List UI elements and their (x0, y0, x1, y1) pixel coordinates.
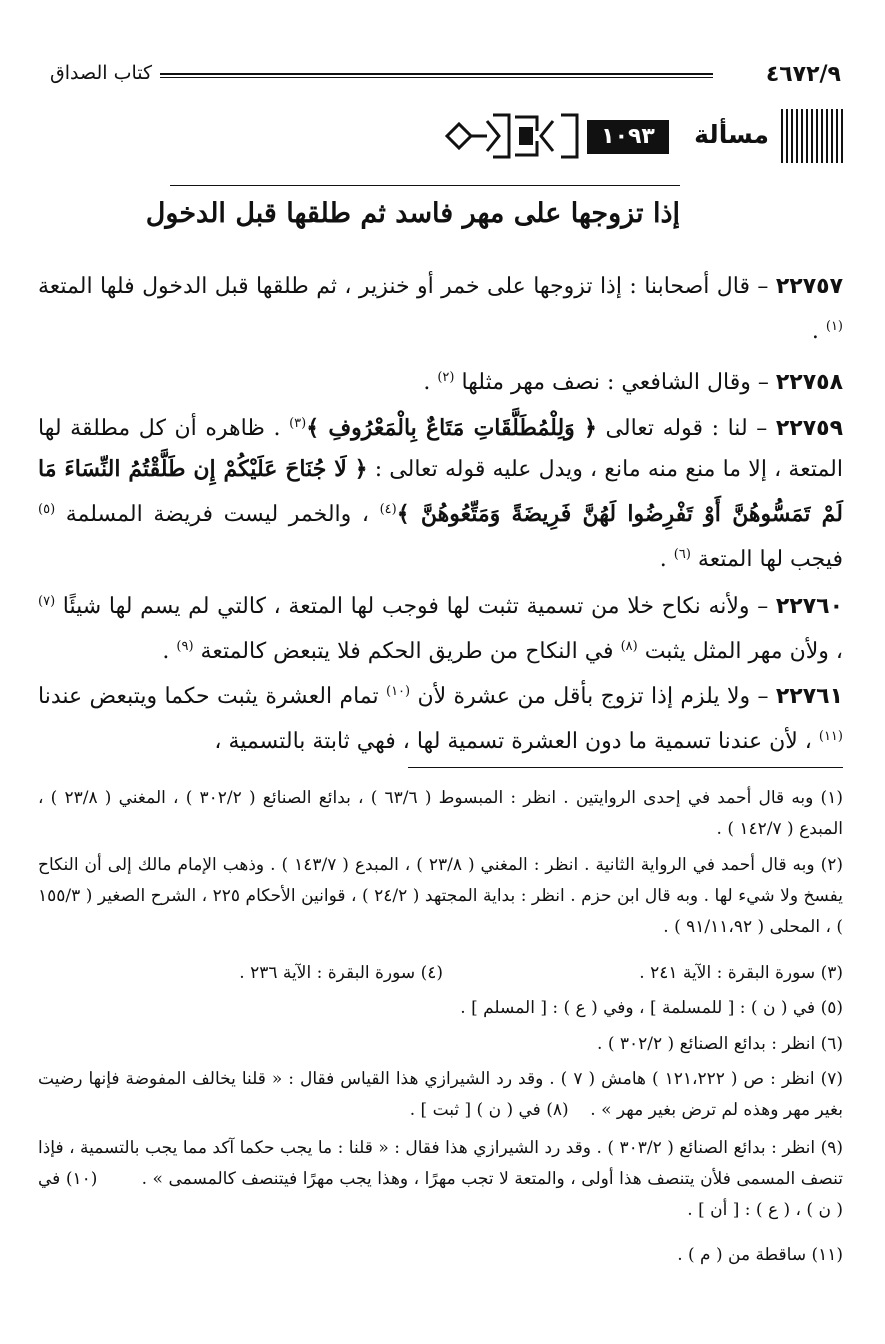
paragraph-end: . (811, 319, 826, 344)
footnote-9: (٩) انظر : بدائع الصنائع ( ٣٠٣/٢ ) . وقد رد الشيرازي هذا فقال : « قلنا : ما يجب حكما آكد مما يجب بالتسمية ، فإذا تنصف المسمى فلأن يتنصف هذا أولى ، والمتعة لا تجب مهرًا ، وهذا يجب مهرًا فيتنصف كالمسمى » . (38, 1138, 843, 1189)
paragraph-text: ، لأن عندنا تسمية ما دون العشرة تسمية لها ، فهي ثابتة بالتسمية ، (214, 729, 819, 754)
footnote-3: (٣) سورة البقرة : الآية ٢٤١ . (639, 963, 843, 983)
paragraph-text: فيجب لها المتعة (690, 547, 843, 572)
paragraph-22757 (38, 267, 843, 352)
paragraph-22761 (38, 672, 843, 762)
striped-ornament (781, 109, 843, 163)
footnote-ref: (٤) (379, 502, 397, 517)
footnote-1: (١) وبه قال أحمد في إحدى الروايتين . انظر : المبسوط ( ٦٣/٦ ) ، بدائع الصنائع ( ٣٠٢/٢ ) ، المغني ( ٢٣/٨ ) ، المبدع ( ١٤٢/٧ ) . (38, 788, 843, 839)
issue-title: إذا تزوجها على مهر فاسد ثم طلقها قبل الدخول (145, 198, 680, 229)
paragraph-text: . ظاهره أن كل مطلقة لها المتعة ، إلا ما منع منه مانع ، ويدل عليه قوله تعالى : (38, 416, 843, 482)
footnote-6: (٦) انظر : بدائع الصنائع ( ٣٠٢/٢ ) . (597, 1034, 843, 1054)
footnote-7: (٧) انظر : ص ( ١٢١،٢٢٢ ) هامش ( ٧ ) . وقد رد الشيرازي هذا القياس فقال : « قلنا يخالف المفوضة فإنها رضيت بغير مهر وهذه لم ترض بغير مهر » . (38, 1069, 844, 1120)
paragraph-text: – ولا يلزم إذا تزوج بأقل من عشرة لأن (410, 684, 776, 709)
footnote-ref: (٧) (38, 594, 56, 609)
paragraph-end: . (162, 639, 177, 664)
footnote-3-4 (38, 958, 843, 989)
paragraph-text: تمام العشرة يثبت حكما ويتبعض عندنا (38, 684, 386, 709)
footnote-ref: (٦) (673, 547, 691, 562)
footnote-5: (٥) في ( ن ) : [ للمسلمة ] ، وفي ( ع ) : [ المسلم ] . (460, 998, 843, 1018)
footnote-8: (٨) في ( ن ) [ ثبت ] . (409, 1100, 569, 1120)
paragraph-text: – لنا : قوله تعالى (596, 416, 776, 441)
footnote-10: (١٠) في ( ن ) ، ( ع ) : [ أن ] . (38, 1169, 843, 1220)
paragraph-number: ٢٢٧٥٧ (775, 274, 843, 299)
paragraph-text: – ولأنه نكاح خلا من تسمية تثبت لها فوجب لها المتعة ، كالتي لم يسم لها شيئًا (55, 594, 776, 619)
footnote-ref: (١١) (818, 729, 843, 744)
paragraph-end: . (659, 547, 674, 572)
paragraph-text: – قال أصحابنا : إذا تزوجها على خمر أو خنزير ، ثم طلقها قبل الدخول فلها المتعة (38, 274, 776, 299)
paragraph-number: ٢٢٧٦٠ (775, 594, 843, 619)
footnote-9-10 (38, 1133, 843, 1226)
footnote-ref: (١٠) (385, 684, 411, 699)
paragraph-end: . (423, 370, 438, 395)
paragraph-text: ، والخمر ليست فريضة المسلمة (55, 502, 380, 527)
masala-number: ١٠٩٣ (587, 120, 669, 154)
book-title: كتاب الصداق (50, 62, 153, 84)
footnote-ref: (٢) (437, 370, 455, 385)
paragraph-number: ٢٢٧٦١ (775, 684, 843, 709)
title-rule (170, 185, 680, 186)
footnote-ref: (١) (825, 319, 843, 334)
header-rule (160, 73, 713, 78)
paragraph-text: في النكاح من طريق الحكم فلا يتبعض كالمتعة (193, 639, 621, 664)
quran-verse: ﴿ وَلِلْمُطَلَّقَاتِ مَتَاعٌ بِالْمَعْرُوفِ ﴾ (306, 415, 597, 441)
page-reference: ٤٦٧٢/٩ (765, 62, 841, 87)
geometric-ornament-icon (443, 109, 583, 163)
footnote-ref: (٣) (289, 416, 307, 431)
paragraph-22760 (38, 582, 843, 672)
footnote-7-8 (38, 1064, 843, 1126)
masala-label: مسألة (694, 120, 769, 149)
paragraph-text: – وقال الشافعي : نصف مهر مثلها (454, 370, 776, 395)
footnote-separator (408, 767, 843, 768)
footnote-11: (١١) ساقطة من ( م ) . (677, 1245, 843, 1265)
paragraph-22759 (38, 404, 843, 580)
footnote-ref: (٨) (620, 639, 638, 654)
footnote-ref: (٩) (176, 639, 194, 654)
quran-verse: ﴿ لَا جُنَاحَ عَلَيْكُمْ إِن طَلَّقْتُمُ النِّسَاءَ مَا لَمْ تَمَسُّوهُنَّ أَوْ تَفْرِضُوا لَهُنَّ فَرِيضَةً وَمَتِّعُوهُنَّ ﴾ (38, 456, 843, 527)
footnote-4: (٤) سورة البقرة : الآية ٢٣٦ . (239, 963, 443, 983)
paragraph-number: ٢٢٧٥٩ (775, 416, 843, 441)
footnote-2: (٢) وبه قال أحمد في الرواية الثانية . انظر : المغني ( ٢٣/٨ ) ، المبدع ( ١٤٣/٧ ) . وذهب الإمام مالك إلى أن النكاح يفسخ ولا شيء لها . وبه قال ابن حزم . انظر : بداية المجتهد ( ٢٤/٢ ) ، قوانين الأحكام ٢٢٥ ، الشرح الصغير ( ١٥٥/٣ ) ، المحلى ( ٩١/١١،٩٢ ) . (38, 855, 844, 937)
masala-banner (443, 109, 843, 163)
paragraph-22758 (38, 358, 843, 403)
paragraph-text: ، ولأن مهر المثل يثبت (637, 639, 843, 664)
footnote-ref: (٥) (38, 502, 56, 517)
paragraph-number: ٢٢٧٥٨ (775, 370, 843, 395)
